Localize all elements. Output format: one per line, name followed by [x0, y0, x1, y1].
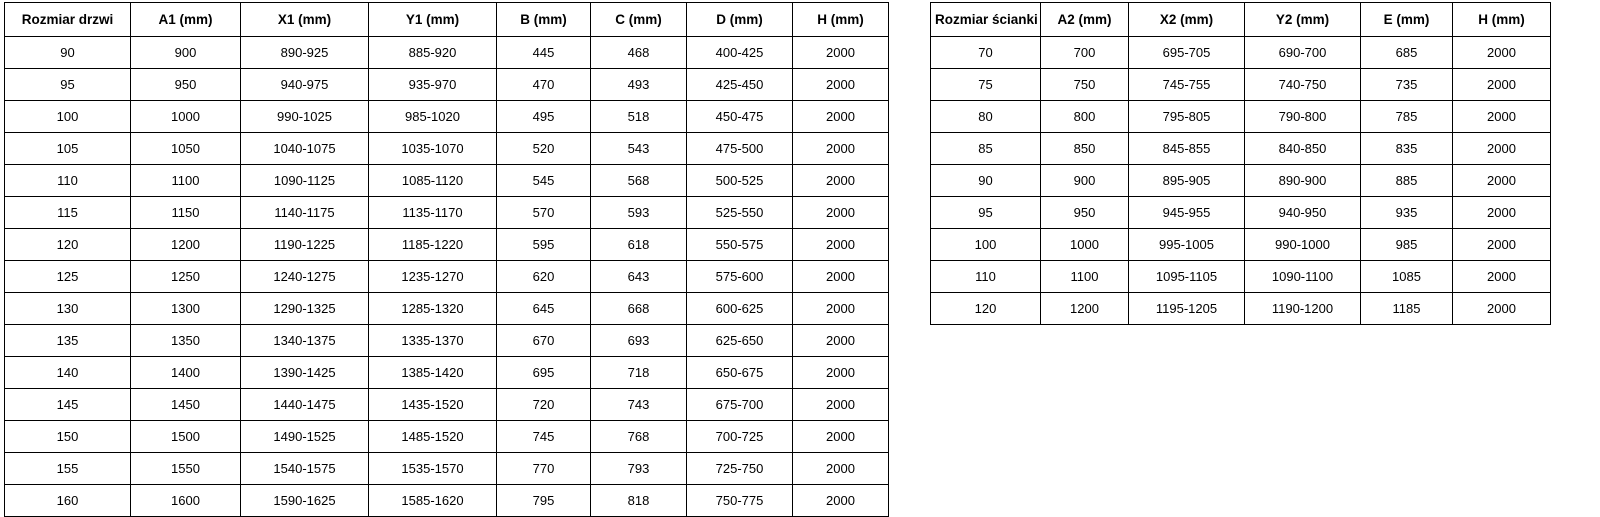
doors-table-cell: 670 [497, 325, 591, 357]
walls-table-cell: 690-700 [1245, 37, 1361, 69]
table-row [931, 229, 1551, 261]
table-row [5, 197, 889, 229]
table-row [5, 133, 889, 165]
table-row [5, 389, 889, 421]
doors-table-cell: 2000 [793, 325, 889, 357]
doors-table-cell: 885-920 [369, 37, 497, 69]
doors-table-cell: 445 [497, 37, 591, 69]
doors-table-cell: 105 [5, 133, 131, 165]
doors-table-cell: 643 [591, 261, 687, 293]
walls-size-table-container [930, 2, 1551, 325]
table-row [5, 453, 889, 485]
doors-table-cell: 2000 [793, 261, 889, 293]
table-row [5, 229, 889, 261]
doors-table-cell: 1340-1375 [241, 325, 369, 357]
table-row [5, 325, 889, 357]
doors-table-cell: 550-575 [687, 229, 793, 261]
walls-table-cell: 1085 [1361, 261, 1453, 293]
walls-table-cell: 2000 [1453, 101, 1551, 133]
doors-table-cell: 1240-1275 [241, 261, 369, 293]
walls-table-cell: 895-905 [1129, 165, 1245, 197]
walls-table-column-header: Rozmiar ścianki [931, 3, 1041, 37]
doors-table-cell: 2000 [793, 421, 889, 453]
doors-table-cell: 100 [5, 101, 131, 133]
doors-table-cell: 1500 [131, 421, 241, 453]
doors-table-cell: 150 [5, 421, 131, 453]
walls-table-cell: 2000 [1453, 261, 1551, 293]
doors-table-cell: 720 [497, 389, 591, 421]
doors-table-cell: 1000 [131, 101, 241, 133]
doors-table-cell: 1135-1170 [369, 197, 497, 229]
table-row [931, 165, 1551, 197]
doors-table-cell: 725-750 [687, 453, 793, 485]
walls-table-column-header: H (mm) [1453, 3, 1551, 37]
doors-table-body [5, 37, 889, 517]
doors-table-cell: 1300 [131, 293, 241, 325]
doors-table-cell: 700-725 [687, 421, 793, 453]
doors-table-cell: 545 [497, 165, 591, 197]
doors-table-column-header: A1 (mm) [131, 3, 241, 37]
doors-table-cell: 2000 [793, 389, 889, 421]
walls-table-cell: 2000 [1453, 197, 1551, 229]
doors-table-cell: 1185-1220 [369, 229, 497, 261]
walls-table-column-header: A2 (mm) [1041, 3, 1129, 37]
walls-table-cell: 795-805 [1129, 101, 1245, 133]
doors-table-cell: 518 [591, 101, 687, 133]
doors-table-cell: 568 [591, 165, 687, 197]
doors-table-cell: 475-500 [687, 133, 793, 165]
doors-table-cell: 2000 [793, 133, 889, 165]
doors-table-cell: 1100 [131, 165, 241, 197]
doors-size-table [4, 2, 889, 517]
walls-table-cell: 90 [931, 165, 1041, 197]
table-header-row [931, 3, 1551, 37]
doors-table-cell: 1450 [131, 389, 241, 421]
doors-table-cell: 675-700 [687, 389, 793, 421]
walls-table-cell: 900 [1041, 165, 1129, 197]
table-row [5, 37, 889, 69]
walls-table-cell: 685 [1361, 37, 1453, 69]
doors-table-cell: 2000 [793, 69, 889, 101]
walls-table-cell: 1100 [1041, 261, 1129, 293]
doors-table-cell: 795 [497, 485, 591, 517]
walls-table-cell: 885 [1361, 165, 1453, 197]
doors-table-cell: 1335-1370 [369, 325, 497, 357]
doors-table-cell: 1140-1175 [241, 197, 369, 229]
doors-table-cell: 770 [497, 453, 591, 485]
doors-table-cell: 425-450 [687, 69, 793, 101]
walls-table-cell: 840-850 [1245, 133, 1361, 165]
doors-table-cell: 1440-1475 [241, 389, 369, 421]
doors-table-cell: 1090-1125 [241, 165, 369, 197]
walls-table-cell: 990-1000 [1245, 229, 1361, 261]
doors-table-cell: 575-600 [687, 261, 793, 293]
doors-table-cell: 1600 [131, 485, 241, 517]
doors-table-cell: 450-475 [687, 101, 793, 133]
walls-table-column-header: E (mm) [1361, 3, 1453, 37]
walls-table-cell: 85 [931, 133, 1041, 165]
table-row [5, 261, 889, 293]
doors-table-column-header: D (mm) [687, 3, 793, 37]
doors-table-cell: 1250 [131, 261, 241, 293]
doors-table-cell: 495 [497, 101, 591, 133]
doors-table-cell: 2000 [793, 229, 889, 261]
table-row [931, 133, 1551, 165]
walls-table-cell: 845-855 [1129, 133, 1245, 165]
walls-table-cell: 945-955 [1129, 197, 1245, 229]
doors-table-cell: 120 [5, 229, 131, 261]
table-row [931, 197, 1551, 229]
walls-table-column-header: X2 (mm) [1129, 3, 1245, 37]
doors-table-cell: 1590-1625 [241, 485, 369, 517]
doors-table-cell: 130 [5, 293, 131, 325]
doors-table-cell: 1485-1520 [369, 421, 497, 453]
doors-table-cell: 468 [591, 37, 687, 69]
doors-table-cell: 668 [591, 293, 687, 325]
doors-table-cell: 500-525 [687, 165, 793, 197]
doors-table-cell: 940-975 [241, 69, 369, 101]
doors-table-cell: 2000 [793, 453, 889, 485]
doors-table-cell: 160 [5, 485, 131, 517]
doors-table-cell: 743 [591, 389, 687, 421]
walls-table-cell: 700 [1041, 37, 1129, 69]
doors-table-cell: 2000 [793, 197, 889, 229]
walls-table-cell: 935 [1361, 197, 1453, 229]
doors-table-cell: 1085-1120 [369, 165, 497, 197]
doors-table-cell: 1350 [131, 325, 241, 357]
doors-table-cell: 595 [497, 229, 591, 261]
doors-table-cell: 620 [497, 261, 591, 293]
table-row [931, 293, 1551, 325]
table-row [5, 357, 889, 389]
doors-table-cell: 140 [5, 357, 131, 389]
walls-table-cell: 1195-1205 [1129, 293, 1245, 325]
doors-table-cell: 2000 [793, 101, 889, 133]
walls-table-cell: 950 [1041, 197, 1129, 229]
doors-table-header [5, 3, 889, 37]
walls-table-cell: 735 [1361, 69, 1453, 101]
doors-table-cell: 1435-1520 [369, 389, 497, 421]
walls-table-cell: 80 [931, 101, 1041, 133]
walls-table-cell: 1000 [1041, 229, 1129, 261]
table-row [5, 69, 889, 101]
doors-table-cell: 1385-1420 [369, 357, 497, 389]
doors-table-cell: 645 [497, 293, 591, 325]
doors-table-cell: 155 [5, 453, 131, 485]
doors-table-column-header: C (mm) [591, 3, 687, 37]
doors-table-cell: 695 [497, 357, 591, 389]
doors-table-cell: 2000 [793, 293, 889, 325]
doors-table-cell: 985-1020 [369, 101, 497, 133]
doors-table-cell: 900 [131, 37, 241, 69]
doors-table-cell: 990-1025 [241, 101, 369, 133]
walls-table-cell: 750 [1041, 69, 1129, 101]
walls-table-cell: 120 [931, 293, 1041, 325]
doors-table-cell: 818 [591, 485, 687, 517]
doors-table-cell: 2000 [793, 165, 889, 197]
walls-table-cell: 70 [931, 37, 1041, 69]
walls-table-cell: 850 [1041, 133, 1129, 165]
walls-table-cell: 110 [931, 261, 1041, 293]
table-row [931, 261, 1551, 293]
doors-table-cell: 1235-1270 [369, 261, 497, 293]
doors-table-column-header: B (mm) [497, 3, 591, 37]
walls-table-cell: 2000 [1453, 165, 1551, 197]
table-row [5, 165, 889, 197]
walls-table-cell: 1095-1105 [1129, 261, 1245, 293]
doors-table-cell: 2000 [793, 37, 889, 69]
doors-table-cell: 593 [591, 197, 687, 229]
doors-table-cell: 570 [497, 197, 591, 229]
table-row [5, 421, 889, 453]
doors-table-cell: 1285-1320 [369, 293, 497, 325]
doors-table-cell: 768 [591, 421, 687, 453]
doors-table-cell: 935-970 [369, 69, 497, 101]
doors-table-cell: 525-550 [687, 197, 793, 229]
doors-table-cell: 1150 [131, 197, 241, 229]
doors-table-column-header: Y1 (mm) [369, 3, 497, 37]
doors-table-cell: 618 [591, 229, 687, 261]
walls-table-cell: 75 [931, 69, 1041, 101]
walls-table-cell: 2000 [1453, 69, 1551, 101]
table-row [5, 485, 889, 517]
walls-table-cell: 2000 [1453, 293, 1551, 325]
doors-table-cell: 718 [591, 357, 687, 389]
walls-table-cell: 2000 [1453, 133, 1551, 165]
doors-table-column-header: Rozmiar drzwi [5, 3, 131, 37]
doors-table-cell: 90 [5, 37, 131, 69]
doors-table-cell: 2000 [793, 485, 889, 517]
doors-table-cell: 2000 [793, 357, 889, 389]
doors-table-cell: 1550 [131, 453, 241, 485]
walls-table-cell: 995-1005 [1129, 229, 1245, 261]
walls-table-cell: 2000 [1453, 229, 1551, 261]
table-row [5, 101, 889, 133]
doors-table-cell: 793 [591, 453, 687, 485]
doors-table-column-header: H (mm) [793, 3, 889, 37]
doors-table-cell: 750-775 [687, 485, 793, 517]
walls-table-cell: 1200 [1041, 293, 1129, 325]
doors-table-cell: 1040-1075 [241, 133, 369, 165]
doors-table-cell: 745 [497, 421, 591, 453]
doors-table-cell: 115 [5, 197, 131, 229]
table-row [931, 101, 1551, 133]
doors-table-cell: 1390-1425 [241, 357, 369, 389]
doors-table-cell: 1200 [131, 229, 241, 261]
doors-table-cell: 1535-1570 [369, 453, 497, 485]
walls-table-cell: 790-800 [1245, 101, 1361, 133]
doors-table-cell: 400-425 [687, 37, 793, 69]
walls-table-column-header: Y2 (mm) [1245, 3, 1361, 37]
walls-table-cell: 100 [931, 229, 1041, 261]
walls-table-cell: 695-705 [1129, 37, 1245, 69]
walls-table-cell: 940-950 [1245, 197, 1361, 229]
walls-table-header [931, 3, 1551, 37]
doors-table-cell: 145 [5, 389, 131, 421]
walls-table-cell: 2000 [1453, 37, 1551, 69]
doors-table-cell: 625-650 [687, 325, 793, 357]
table-row [931, 37, 1551, 69]
table-row [931, 69, 1551, 101]
doors-table-cell: 110 [5, 165, 131, 197]
walls-table-cell: 745-755 [1129, 69, 1245, 101]
walls-table-cell: 740-750 [1245, 69, 1361, 101]
walls-table-cell: 835 [1361, 133, 1453, 165]
walls-table-cell: 890-900 [1245, 165, 1361, 197]
doors-table-cell: 1190-1225 [241, 229, 369, 261]
doors-table-cell: 95 [5, 69, 131, 101]
walls-size-table [930, 2, 1551, 325]
doors-table-cell: 470 [497, 69, 591, 101]
doors-table-cell: 493 [591, 69, 687, 101]
doors-table-cell: 1050 [131, 133, 241, 165]
walls-table-cell: 800 [1041, 101, 1129, 133]
doors-table-cell: 693 [591, 325, 687, 357]
doors-size-table-container [4, 2, 889, 517]
walls-table-cell: 985 [1361, 229, 1453, 261]
doors-table-cell: 890-925 [241, 37, 369, 69]
doors-table-cell: 1490-1525 [241, 421, 369, 453]
doors-table-cell: 543 [591, 133, 687, 165]
doors-table-cell: 1035-1070 [369, 133, 497, 165]
walls-table-cell: 1090-1100 [1245, 261, 1361, 293]
doors-table-cell: 1585-1620 [369, 485, 497, 517]
doors-table-cell: 950 [131, 69, 241, 101]
doors-table-cell: 1400 [131, 357, 241, 389]
doors-table-cell: 135 [5, 325, 131, 357]
doors-table-cell: 650-675 [687, 357, 793, 389]
walls-table-body [931, 37, 1551, 325]
walls-table-cell: 785 [1361, 101, 1453, 133]
walls-table-cell: 95 [931, 197, 1041, 229]
doors-table-cell: 1290-1325 [241, 293, 369, 325]
walls-table-cell: 1185 [1361, 293, 1453, 325]
table-header-row [5, 3, 889, 37]
doors-table-cell: 125 [5, 261, 131, 293]
walls-table-cell: 1190-1200 [1245, 293, 1361, 325]
table-row [5, 293, 889, 325]
doors-table-cell: 600-625 [687, 293, 793, 325]
doors-table-cell: 1540-1575 [241, 453, 369, 485]
doors-table-column-header: X1 (mm) [241, 3, 369, 37]
doors-table-cell: 520 [497, 133, 591, 165]
